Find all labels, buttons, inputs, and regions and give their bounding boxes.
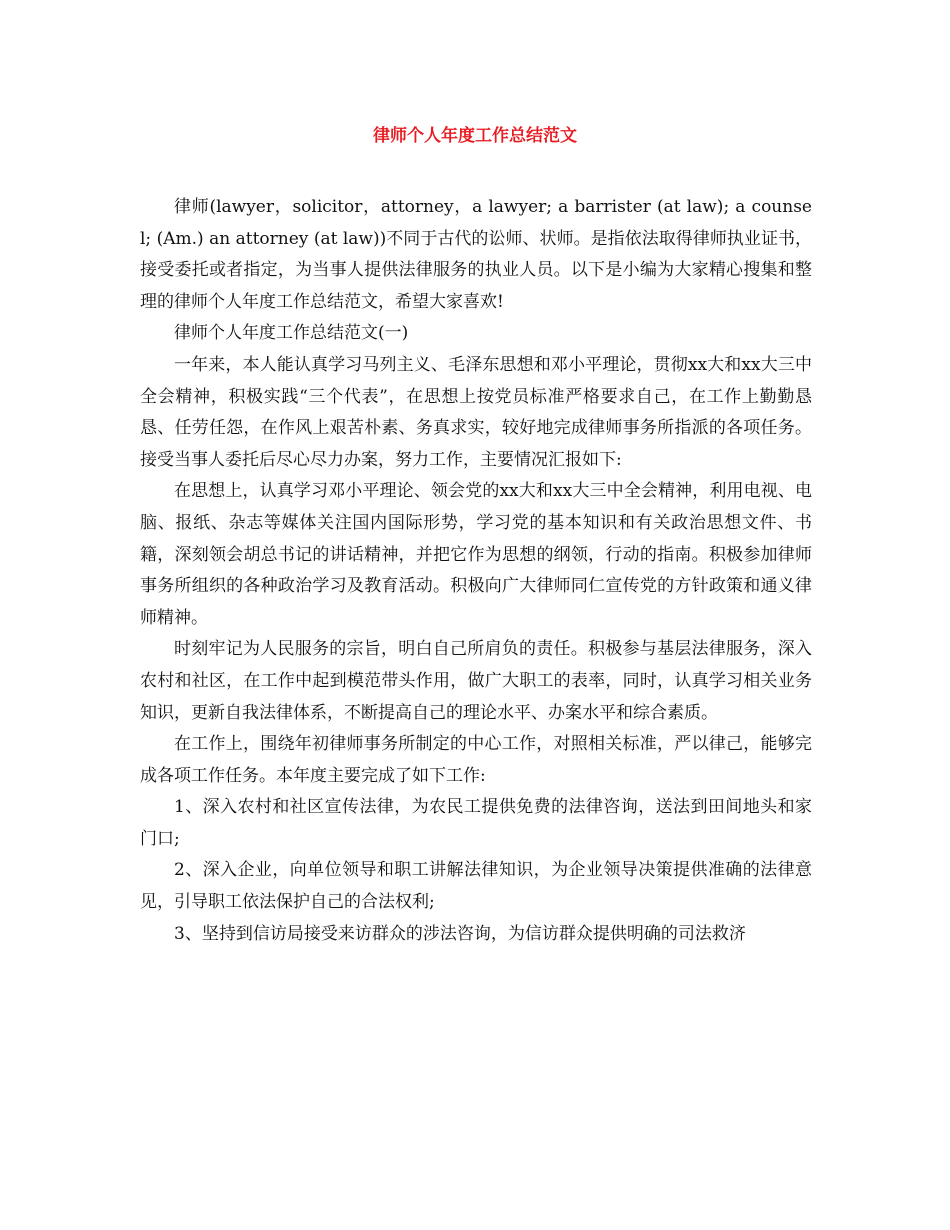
document-body xyxy=(140,192,812,950)
document-title: 律师个人年度工作总结范文 xyxy=(373,126,577,146)
paragraph: 一年来，本人能认真学习马列主义、毛泽东思想和邓小平理论，贯彻xx大和xx大三中全会精神，积极实践“三个代表”，在思想上按党员标准严格要求自己，在工作上勤勤恳恳、任劳任怨，在作风上艰苦朴素、务真求实，较好地完成律师事务所指派的各项任务。接受当事人委托后尽心尽力办案，努力工作，主要情况汇报如下: xyxy=(140,354,812,470)
paragraph: 在思想上，认真学习邓小平理论、领会党的xx大和xx大三中全会精神，利用电视、电脑、报纸、杂志等媒体关注国内国际形势，学习党的基本知识和有关政治思想文件、书籍，深刻领会胡总书记的讲话精神，并把它作为思想的纲领，行动的指南。积极参加律师事务所组织的各种政治学习及教育活动。积极向广大律师同仁宣传党的方针政策和通义律师精神。 xyxy=(140,481,812,628)
list-item: 3、坚持到信访局接受来访群众的涉法咨询，为信访群众提供明确的司法救济 xyxy=(174,923,746,944)
list-item: 2、深入企业，向单位领导和职工讲解法律知识，为企业领导决策提供准确的法律意见，引导职工依法保护自己的合法权利; xyxy=(140,860,812,913)
paragraph-section-heading: 律师个人年度工作总结范文(一) xyxy=(174,323,409,344)
paragraph-intro: 律师(lawyer，solicitor，attorney，a lawyer; a barrister (at law); a counsel; (Am.) an attorney (at law))不同于古代的讼师、状师。是指依法取得律师执业证书，接受委托或者指定，为当事人提供法律服务的执业人员。以下是小编为大家精心搜集和整理的律师个人年度工作总结范文，希望大家喜欢! xyxy=(140,197,812,312)
paragraph: 在工作上，围绕年初律师事务所制定的中心工作，对照相关标准，严以律己，能够完成各项工作任务。本年度主要完成了如下工作: xyxy=(140,734,812,786)
paragraph: 时刻牢记为人民服务的宗旨，明白自己所肩负的责任。积极参与基层法律服务，深入农村和社区，在工作中起到模范带头作用，做广大职工的表率，同时，认真学习相关业务知识，更新自我法律体系，不断提高自己的理论水平、办案水平和综合素质。 xyxy=(140,639,812,723)
list-item: 1、深入农村和社区宣传法律，为农民工提供免费的法律咨询，送法到田间地头和家门口; xyxy=(140,797,812,849)
